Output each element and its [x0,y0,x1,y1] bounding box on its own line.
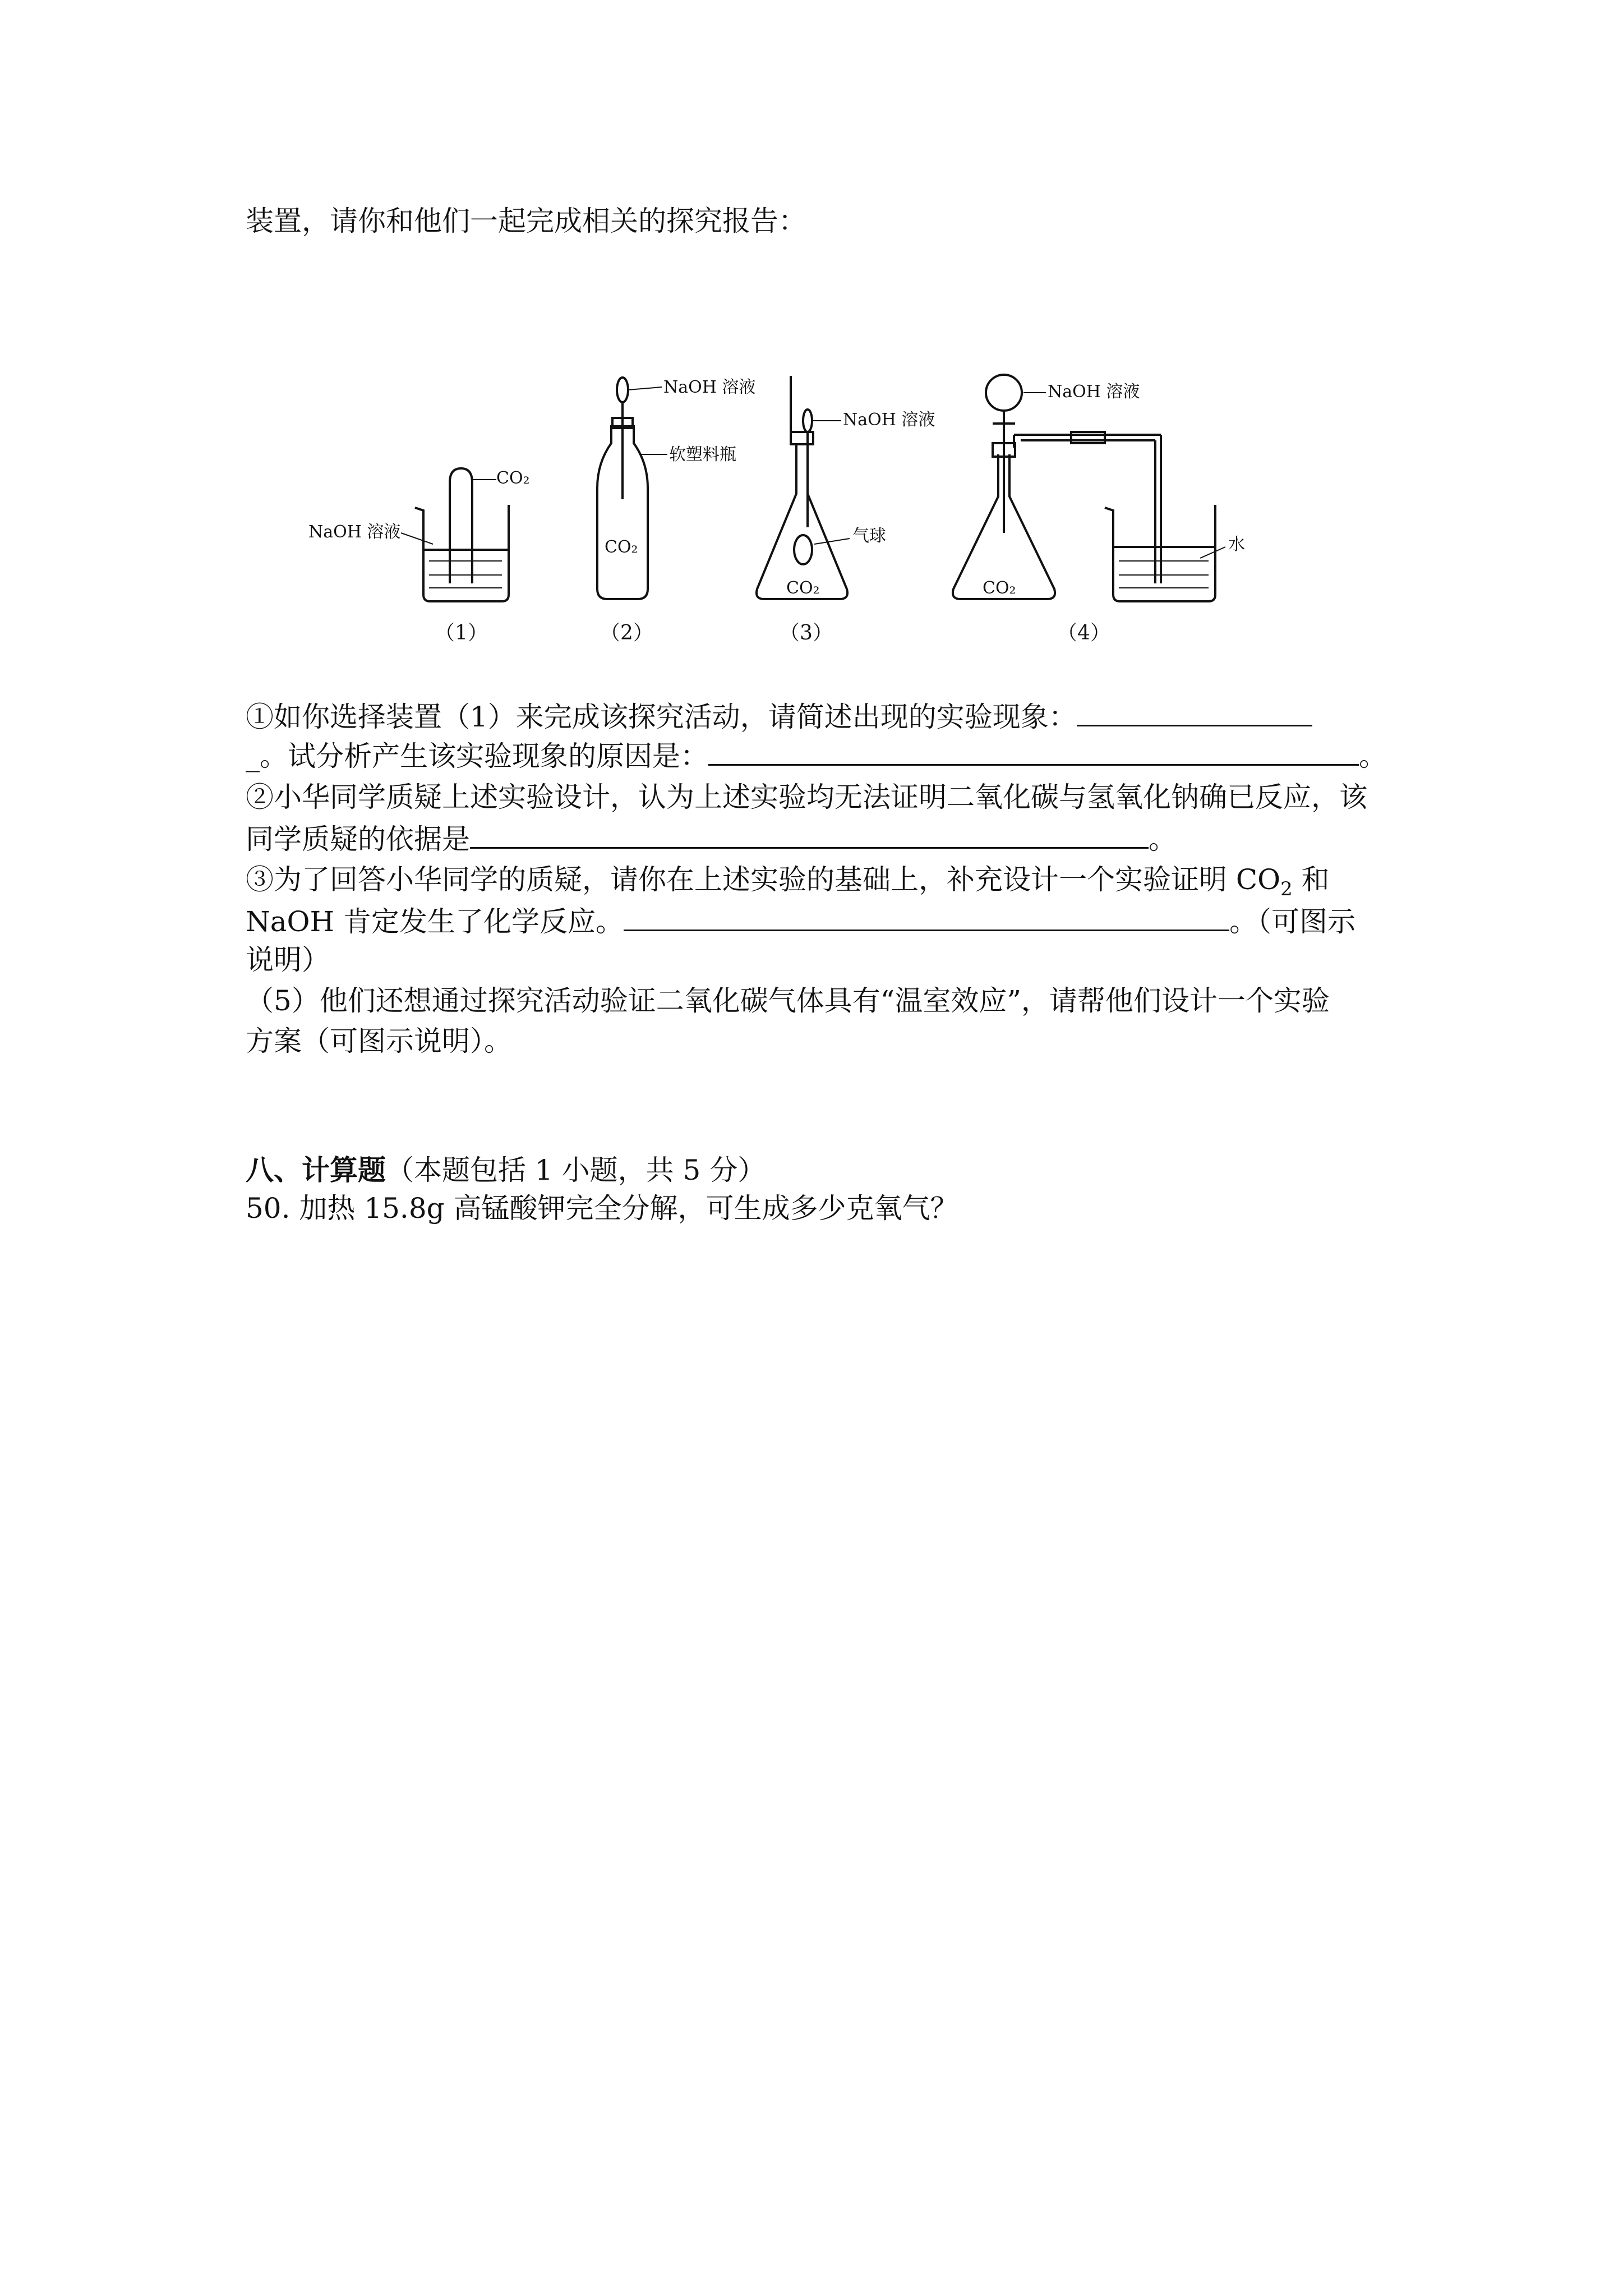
q3-answer-blank[interactable] [624,900,1229,931]
q2-text2: 同学质疑的依据是 [246,823,470,855]
q1-end: 。 [1359,740,1387,772]
q2-line1: ②小华同学质疑上述实验设计，认为上述实验均无法证明二氧化碳与氢氧化钠确已反应，该 [246,781,1367,813]
section8-subtitle: （本题包括 1 小题，共 5 分） [386,1154,766,1186]
label-naoh-1: NaOH 溶液 [308,522,401,542]
q3-sub: 2 [1280,878,1293,900]
caption-3: （3） [780,622,833,645]
q5-line1: （5）他们还想通过探究活动验证二氧化碳气体具有“温室效应”，请帮他们设计一个实验 [246,984,1330,1017]
q5-line2: 方案（可图示说明）。 [246,1025,512,1057]
q2-end: 。 [1149,823,1177,855]
section8-title: 八、计算题 [246,1153,386,1186]
caption-2: （2） [600,622,653,645]
q1-text1: ①如你选择装置（1）来完成该探究活动，请简述出现的实验现象： [246,701,1077,733]
apparatus-3-flask-balloon [757,376,850,599]
q1-line1 [246,696,1312,737]
q2-answer-blank[interactable] [470,818,1149,849]
q1-answer-blank-2[interactable] [708,735,1359,766]
q3-text1a: ③为了回答小华同学的质疑，请你在上述实验的基础上，补充设计一个实验证明 CO [246,863,1281,896]
intro-text: 装置，请你和他们一起完成相关的探究报告： [246,205,806,237]
q3-line3: 说明） [246,944,330,976]
apparatus-figure [303,359,1402,651]
label-naoh-4: NaOH 溶液 [1048,382,1140,402]
label-co2-3: CO₂ [786,578,820,598]
apparatus-2-bottle [597,378,667,599]
q1-answer-blank-1[interactable] [1077,696,1312,726]
q50-text: 50. 加热 15.8g 高锰酸钾完全分解，可生成多少克氧气？ [246,1192,958,1225]
label-co2-1: CO₂ [496,468,530,488]
label-co2-2: CO₂ [605,537,638,557]
q3-text1b: 和 [1292,863,1330,896]
label-balloon: 气球 [852,526,886,546]
apparatus-1-beaker [401,468,509,601]
q3-line2 [246,900,1355,942]
q3-end: 。（可图示 [1229,905,1356,938]
q3-text2: NaOH 肯定发生了化学反应。 [246,905,624,938]
label-co2-4: CO₂ [983,578,1016,598]
label-naoh-2: NaOH 溶液 [663,378,756,397]
q1-line2 [246,735,1387,776]
caption-4: （4） [1057,622,1110,645]
apparatus-4-flask-funnel-beaker [953,375,1225,601]
q1-text2: _。试分析产生该实验现象的原因是： [246,740,708,772]
label-soft-plastic-bottle: 软塑料瓶 [669,445,736,464]
section8-heading [246,1150,766,1190]
label-naoh-3: NaOH 溶液 [843,410,935,430]
caption-1: （1） [435,622,488,645]
label-water: 水 [1228,535,1245,554]
q2-line2 [246,818,1177,859]
